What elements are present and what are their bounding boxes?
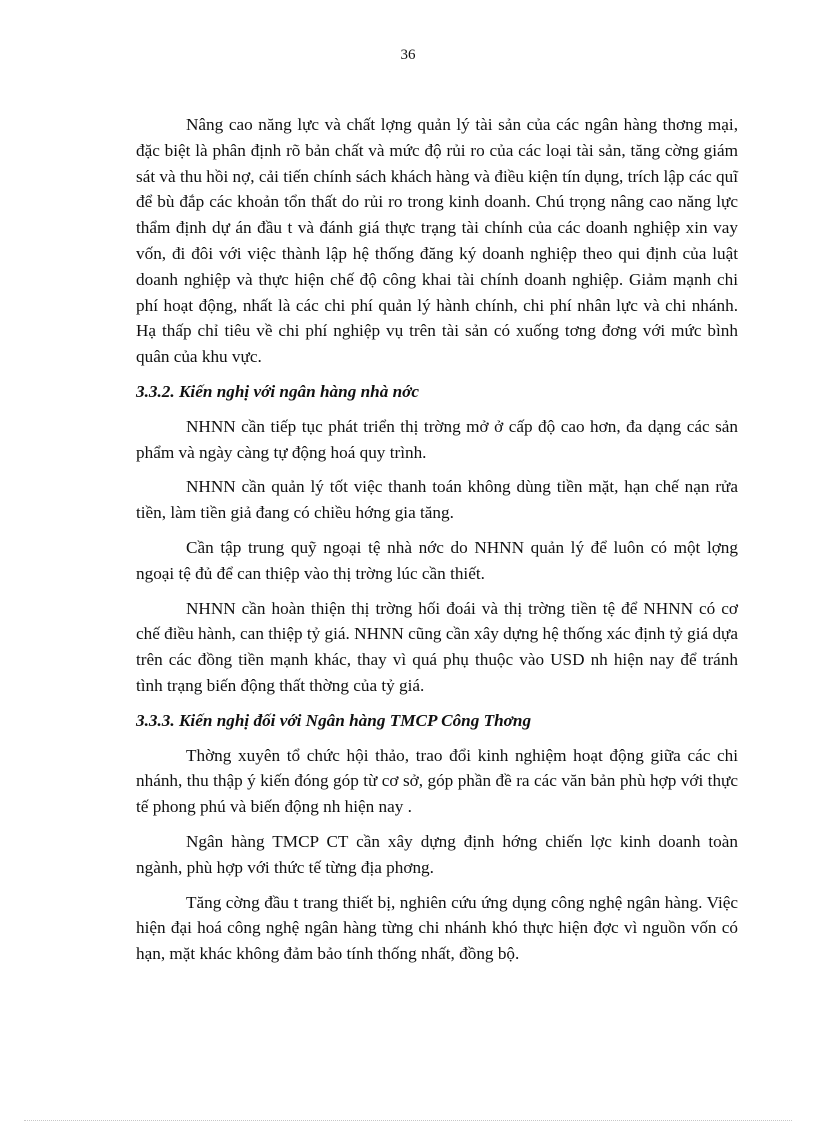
document-body xyxy=(136,112,738,976)
bottom-dotted-rule xyxy=(24,1120,792,1121)
paragraph-open-market: NHNN cần tiếp tục phát triển thị trờng mở ở cấp độ cao hơn, đa dạng các sản phẩm và ngày càng tự động hoá quy trình. xyxy=(136,416,738,462)
section-heading-3-3-2: 3.3.2. Kiến nghị với ngân hàng nhà nớc xyxy=(136,381,420,401)
paragraph-cashless-payment: NHNN cần quản lý tốt việc thanh toán không dùng tiền mặt, hạn chế nạn rửa tiền, làm tiền giả đang có chiều hớng gia tăng. xyxy=(136,477,738,523)
paragraph-workshops: Thờng xuyên tổ chức hội thảo, trao đổi kinh nghiệm hoạt động giữa các chi nhánh, thu thập ý kiến đóng góp từ cơ sở, góp phần đề ra các văn bản phù hợp với thực tế phong phú và biến động nh hiện nay . xyxy=(136,745,738,817)
paragraph-exchange-rate: NHNN cần hoàn thiện thị trờng hối đoái và thị trờng tiền tệ để NHNN có cơ chế điều hành, can thiệp tỷ giá. NHNN cũng cần xây dựng hệ thống xác định tỷ giá dựa trên các đồng tiền mạnh khác, thay vì quá phụ thuộc vào USD nh hiện nay để tránh tình trạng biến động thất thờng của tỷ giá. xyxy=(136,598,738,695)
page-number: 36 xyxy=(400,47,416,63)
section-heading-3-3-3: 3.3.3. Kiến nghị đối với Ngân hàng TMCP Công Thơng xyxy=(136,710,532,730)
paragraph-foreign-reserve: Cần tập trung quỹ ngoại tệ nhà nớc do NHNN quản lý để luôn có một lợng ngoại tệ đủ để can thiệp vào thị trờng lúc cần thiết. xyxy=(136,537,738,583)
paragraph-strategy: Ngân hàng TMCP CT cần xây dựng định hớng chiến lợc kinh doanh toàn ngành, phù hợp với thức tế từng địa phơng. xyxy=(136,831,738,877)
paragraph-asset-management: Nâng cao năng lực và chất lợng quản lý tài sản của các ngân hàng thơng mại, đặc biệt là phân định rõ bản chất và mức độ rủi ro của các loại tài sản, tăng cờng giám sát và thu hồi nợ, cải tiến chính sách khách hàng và điều kiện tín dụng, trích lập các quĩ để bù đắp các khoản tổn thất do rủi ro trong kinh doanh. Chú trọng nâng cao năng lực thẩm định dự án đầu t và đánh giá thực trạng tài chính của các doanh nghiệp xin vay vốn, đi đôi với việc thành lập hệ thống đăng ký doanh nghiệp theo qui định của luật doanh nghiệp và thực hiện chế độ công khai tài chính doanh nghiệp. Giảm mạnh chi phí hoạt động, nhất là các chi phí quản lý hành chính, chi phí nhân lực và chi nhánh. Hạ thấp chỉ tiêu về chi phí nghiệp vụ trên tài sản có xuống tơng đơng với mức bình quân của khu vực. xyxy=(136,115,738,367)
paragraph-technology: Tăng cờng đầu t trang thiết bị, nghiên cứu ứng dụng công nghệ ngân hàng. Việc hiện đại hoá công nghệ ngân hàng từng chi nhánh khó thực hiện đợc vì nguồn vốn có hạn, mặt khác không đảm bảo tính thống nhất, đồng bộ. xyxy=(136,892,738,964)
